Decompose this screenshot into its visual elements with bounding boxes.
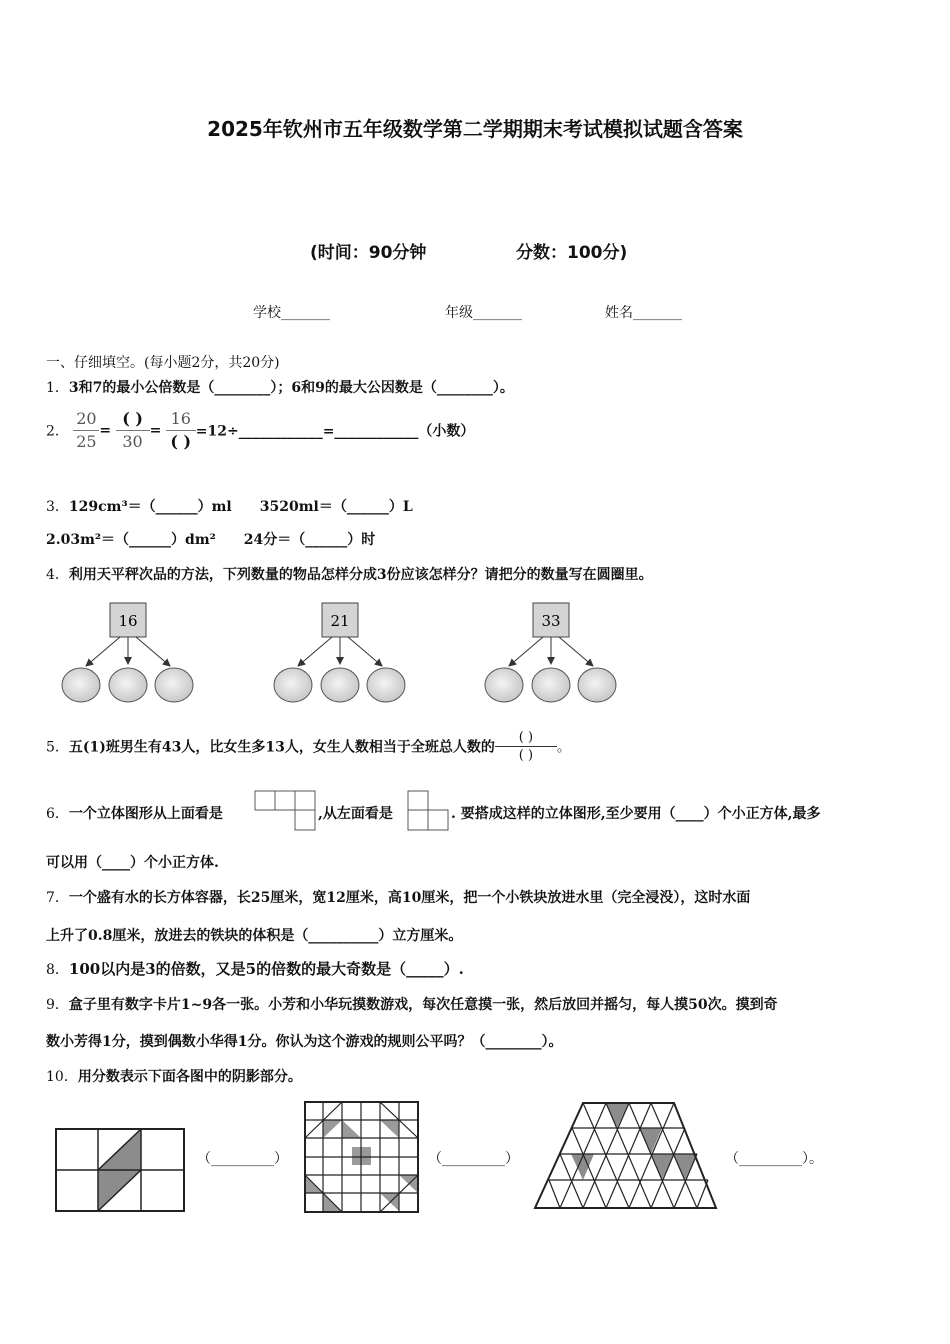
question-text: 五(1)班男生有43人，比女生多13人，女生人数相当于全班总人数的 xyxy=(68,739,495,756)
page-title: 2025年钦州市五年级数学第二学期期末考试模拟试题含答案 xyxy=(207,117,743,141)
equals-sign: = xyxy=(99,422,112,439)
grade-field[interactable]: 年级_______ xyxy=(445,305,522,321)
question-number: 6． xyxy=(46,806,69,822)
question-text-a: 一个立体图形从上面看是 xyxy=(68,806,223,822)
shaded-trapezoid-figure xyxy=(533,1102,718,1210)
question-line-1: 129cm³＝（______）ml 3520ml＝（______）L xyxy=(68,499,413,515)
answer-circle[interactable] xyxy=(578,668,616,702)
question-5 xyxy=(46,729,571,764)
question-7-line-2: 上升了0.8厘米，放进去的铁块的体积是（__________）立方厘米。 xyxy=(46,928,463,944)
denominator: 25 xyxy=(76,432,97,451)
question-text: =12÷____________=____________（小数） xyxy=(195,423,475,440)
numerator: 20 xyxy=(76,409,97,428)
answer-blank-2[interactable]: （_________） xyxy=(428,1151,519,1167)
question-9 xyxy=(46,994,778,1014)
equals-sign: = xyxy=(149,422,162,439)
answer-circle[interactable] xyxy=(532,668,570,702)
answer-circle[interactable] xyxy=(367,668,405,702)
question-10 xyxy=(46,1066,302,1086)
question-text-b: ,从左面看是 xyxy=(318,806,393,822)
box-number: 21 xyxy=(330,612,350,630)
question-9-line-2: 数小芳得1分，摸到偶数小华得1分。你认为这个游戏的规则公平吗？（________）。 xyxy=(46,1034,563,1050)
question-number: 10． xyxy=(46,1069,78,1085)
answer-circle[interactable] xyxy=(62,668,100,702)
balance-group-16 xyxy=(62,603,193,702)
question-number: 4． xyxy=(46,567,69,583)
question-number: 3． xyxy=(46,499,69,515)
answer-circle[interactable] xyxy=(274,668,312,702)
school-field[interactable]: 学校_______ xyxy=(253,305,330,321)
left-view-figure xyxy=(407,790,451,832)
denominator-blank[interactable]: ( ) xyxy=(518,748,534,763)
answer-blank-3[interactable]: （_________）。 xyxy=(725,1151,823,1167)
question-number: 9． xyxy=(46,997,69,1013)
question-number: 2． xyxy=(46,423,69,440)
answer-fraction[interactable] xyxy=(495,729,557,764)
question-number: 1． xyxy=(46,380,69,396)
answer-circle[interactable] xyxy=(485,668,523,702)
balance-group-21 xyxy=(274,603,405,702)
exam-score: 分数：100分) xyxy=(516,243,628,263)
question-6 xyxy=(46,803,223,823)
box-number: 33 xyxy=(541,612,561,630)
question-6-line-2: 可以用（____）个小正方体. xyxy=(46,855,219,871)
question-text: 3和7的最小公倍数是（________）；6和9的最大公因数是（________）。 xyxy=(68,380,514,396)
question-text: 利用天平秤次品的方法，下列数量的物品怎样分成3份应该怎样分？请把分的数量写在圆圈里。 xyxy=(68,567,653,583)
balance-group-33 xyxy=(485,603,616,702)
question-text: 用分数表示下面各图中的阴影部分。 xyxy=(77,1069,302,1085)
denominator: 30 xyxy=(122,432,143,451)
question-8 xyxy=(46,958,464,979)
answer-circle[interactable] xyxy=(155,668,193,702)
question-3-line-2: 2.03m²＝（______）dm² 24分＝（______）时 xyxy=(46,532,376,548)
question-line-1: 盒子里有数字卡片1~9各一张。小芳和小华玩摸数游戏，每次任意摸一张，然后放回并摇匀，每人摸50次。摸到奇 xyxy=(68,997,778,1013)
question-number: 8． xyxy=(46,962,69,978)
denominator-blank[interactable]: ( ) xyxy=(170,432,192,451)
numerator-blank[interactable]: ( ) xyxy=(122,409,143,428)
numerator-blank[interactable]: ( ) xyxy=(518,730,534,745)
top-view-figure xyxy=(254,790,318,832)
name-field[interactable]: 姓名_______ xyxy=(605,305,682,321)
section-heading: 一、仔细填空。(每小题2分，共20分) xyxy=(46,355,280,371)
question-text: 100以内是3的倍数，又是5的倍数的最大奇数是（_____）. xyxy=(68,960,464,978)
shaded-rectangle-figure xyxy=(55,1128,186,1212)
question-number: 5． xyxy=(46,739,69,756)
answer-circle[interactable] xyxy=(321,668,359,702)
period: 。 xyxy=(556,739,571,756)
question-line-1: 一个盛有水的长方体容器，长25厘米，宽12厘米，高10厘米，把一个小铁块放进水里（完全浸没），这时水面 xyxy=(68,890,751,906)
question-7 xyxy=(46,887,750,907)
question-text-c: . 要搭成这样的立体图形,至少要用（____）个小正方体,最多 xyxy=(451,806,821,822)
numerator: 16 xyxy=(170,409,191,428)
box-number: 16 xyxy=(118,612,138,630)
exam-time: (时间：90分钟 xyxy=(310,243,427,263)
shaded-grid-figure xyxy=(304,1101,420,1214)
question-number: 7． xyxy=(46,890,69,906)
answer-circle[interactable] xyxy=(109,668,147,702)
answer-blank-1[interactable]: （_________） xyxy=(197,1151,288,1167)
